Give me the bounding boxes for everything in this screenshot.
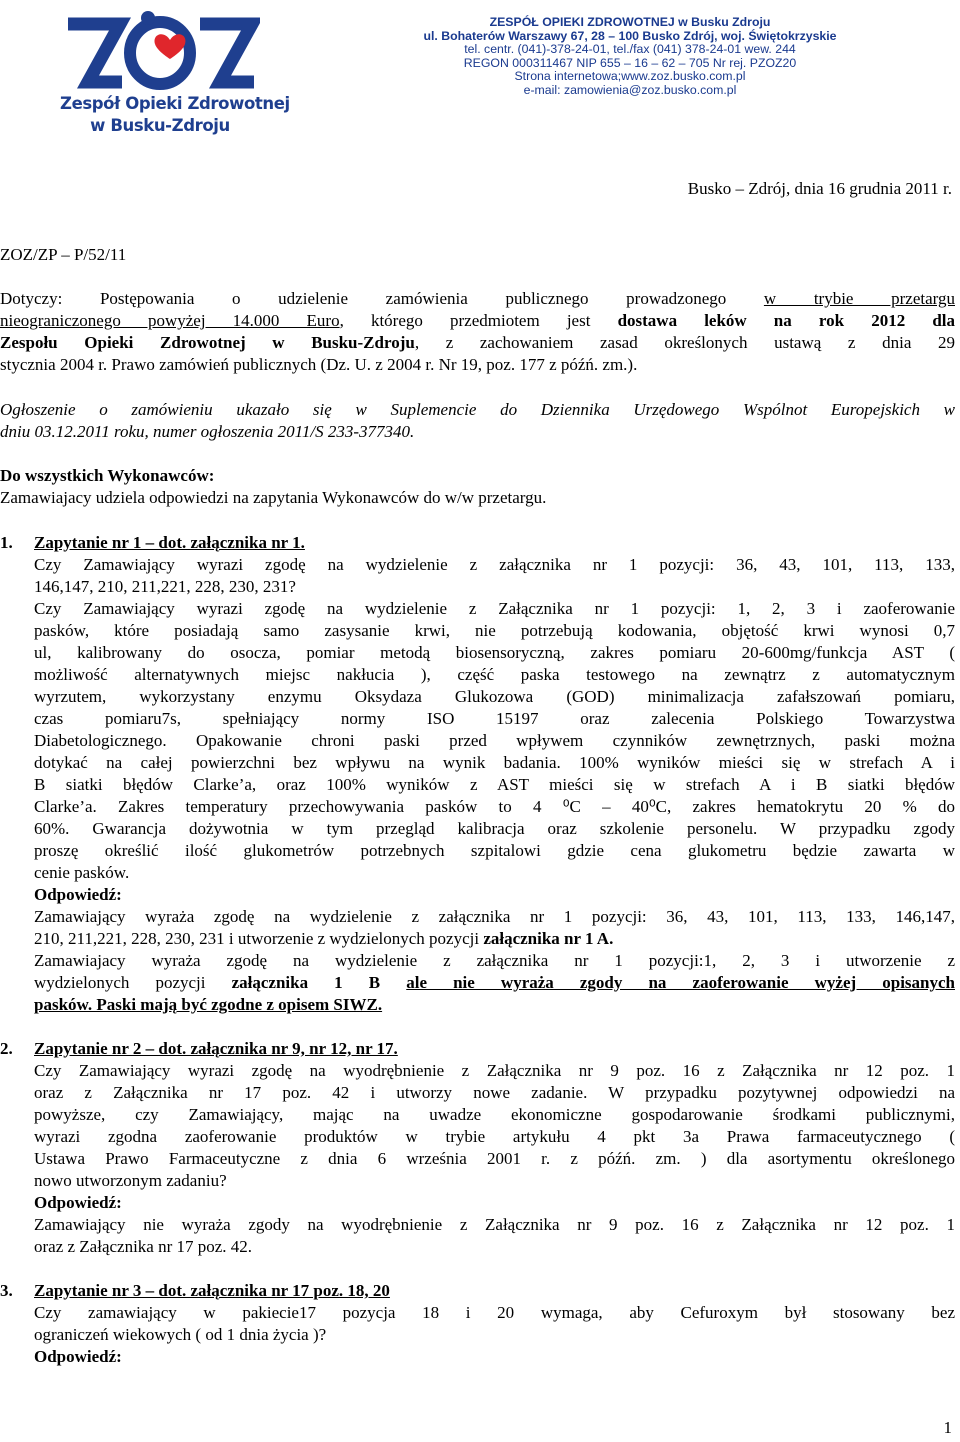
q1-line: cenie pasków. [34,863,130,882]
q1-line: ul, kalibrowany do osocza, pomiar metodą biosensoryczną, zakres pomiaru 20-600mg/funkcja AST ( [34,643,955,662]
q1-line: Clarke’a. Zakres temperatury przechowywania pasków to 4 ⁰C – 40⁰C, zakres hematokrytu 20 % do [34,797,955,816]
org-regon: REGON 000311467 NIP 655 – 16 – 62 – 705 Nr rej. PZOZ20 [463,55,797,70]
q1-number: 1. [0,533,13,552]
q1-line: 146,147, 210, 211,221, 228, 230, 231? [34,577,296,596]
intro-text: Zamawiajacy udziela odpowiedzi na zapytania Wykonawców do w/w przetargu. [0,488,547,507]
subject-line-1 [0,288,955,310]
addressee: Do wszystkich Wykonawców: [0,466,215,485]
subject-text: , którego przedmiotem jest [339,311,618,330]
q1-answer-line [34,972,955,994]
document-date: Busko – Zdrój, dnia 16 grudnia 2011 r. [687,179,952,198]
zoz-logo [60,4,290,144]
q2-line: wyrazi zgodna zaoferowanie produktów w trybie artykułu 4 pkt 3a Prawa farmaceutycznego ( [34,1127,955,1146]
q1-line: możliwość alternatywnych miejsc nakłucia ), część paska testowego na zewnątrz z automatycznym [34,665,955,684]
q3-number: 3. [0,1281,13,1300]
q1-line: proszę określić ilość glukometrów potrzebnych szpitalowi gdzie cena glukometru będzie zawarta w [34,841,955,860]
logo-text-line1: Zespół Opieki Zdrowotnej [60,94,290,113]
q1-answer-label: Odpowiedź: [34,885,122,904]
q1-line: wyrzutem, wykorzystany enzymu Oksydaza Glukozowa (GOD) minimalizacja zafałszowań pomiaru, [34,687,955,706]
subject-mode: w trybie przetargu [763,289,955,308]
subject-line-4: stycznia 2004 r. Prawo zamówień publicznych (Dz. U. z 2004 r. Nr 19, poz. 177 z późń. zm.). [0,355,638,374]
q3-title: Zapytanie nr 3 – dot. załącznika nr 17 poz. 18, 20 [34,1281,390,1300]
q2-line: oraz z Załącznika nr 17 poz. 42 i utworzy nowe zadanie. W przypadku pozytywnej odpowiedzi na [34,1083,955,1102]
organization-header [415,16,845,98]
org-address: ul. Bohaterów Warszawy 67, 28 – 100 Busko Zdrój, woj. Świętokrzyskie [423,28,837,43]
q1-line: pasków, które posiadają samo zasysanie krwi, nie potrzebują kodowania, objętość krwi wynosi 0,7 [34,621,955,640]
q3-line: Czy zamawiający w pakiecie17 pozycja 18 i 20 wymaga, aby Cefuroxym był stosowany bez [34,1303,955,1322]
q1-answer-line [34,928,613,950]
q1-answer-refusal: ale nie wyraża zgody na zaoferowanie wyżej opisanych [406,973,955,992]
q2-answer-label: Odpowiedź: [34,1193,122,1212]
subject-line-3 [0,332,955,354]
q2-line: powyższe, czy Zamawiający, mając na uwadze ekonomiczne gospodarowanie środkami publicznymi, [34,1105,955,1124]
reference-number: ZOZ/ZP – P/52/11 [0,245,127,264]
q2-line: Czy Zamawiający wyrazi zgodę na wyodrębnienie z Załącznika nr 9 poz. 16 z Załącznika nr 12 poz. 1 [34,1061,955,1080]
q1-line: Czy Zamawiający wyrazi zgodę na wydzielenie z załącznika nr 1 pozycji: 36, 43, 101, 113, 133, [34,555,955,574]
q3-line: ograniczeń wiekowych ( od 1 dnia życia )? [34,1325,327,1344]
logo-text-line2: w Busku-Zdroju [90,116,230,135]
org-email[interactable]: e-mail: zamowienia@zoz.busko.com.pl [523,82,737,97]
q1-line: Czy Zamawiający wyrazi zgodę na wydzielenie z Załącznika nr 1 pozycji: 1, 2, 3 i zaoferowanie [34,599,955,618]
q1-line: czas pomiaru7s, spełniający normy ISO 15197 oraz zalecenia Polskiego Towarzystwa [34,709,955,728]
subject-text: Dotyczy: Postępowania o udzielenie zamówienia publicznego prowadzonego [0,289,727,308]
subject-text: , z zachowaniem zasad określonych ustawą z dnia 29 [414,333,955,352]
q3-answer-label: Odpowiedź: [34,1347,122,1366]
q2-answer-line: oraz z Załącznika nr 17 poz. 42. [34,1237,253,1256]
q1-answer-attachment-1a: załącznika nr 1 A. [483,929,614,948]
q2-number: 2. [0,1039,13,1058]
org-phones: tel. centr. (041)-378-24-01, tel./fax (041) 378-24-01 wew. 244 [464,42,796,57]
subject-line-2 [0,310,955,332]
q1-line: 60%. Gwarancja dożywotnia w tym przegląd kalibracja oraz szkolenie personelu. W przypadku zgody [34,819,955,838]
q1-line: B siatki błędów Clarke’a, oraz 100% wyników z AST mieści się w strefach A i B siatki błędów [34,775,955,794]
page-number: 1 [943,1418,952,1437]
notice-line-1: Ogłoszenie o zamówieniu ukazało się w Suplemencie do Dziennika Urzędowego Wspólnot Europejskich w [0,400,955,419]
subject-institution: Zespołu Opieki Zdrowotnej w Busku-Zdroju [0,333,415,352]
org-website[interactable]: Strona internetowa;www.zoz.busko.com.pl [514,69,746,84]
q1-title: Zapytanie nr 1 – dot. załącznika nr 1. [34,533,305,552]
q1-line: dotykać na całej powierzchni bez wpływu na wynik badania. 100% wyników mieści się w strefach A i [34,753,955,772]
q1-answer-line: Zamawiający wyraża zgodę na wydzielenie z załącznika nr 1 pozycji: 36, 43, 101, 113, 133, 146,147, [34,907,955,926]
q1-answer-line: Zamawiajacy wyraża zgodę na wydzielenie z załącznika nr 1 pozycji:1, 2, 3 i utworzenie z [34,951,955,970]
subject-item: dostawa leków na rok 2012 dla [617,311,955,330]
subject-threshold: nieograniczonego powyżej 14.000 Euro [0,311,340,330]
q2-answer-line: Zamawiający nie wyraża zgody na wyodrębnienie z Załącznika nr 9 poz. 16 z Załącznika nr 12 poz. 1 [34,1215,955,1234]
q1-answer-line: pasków. Paski mają być zgodne z opisem SIWZ. [34,995,383,1014]
notice-line-2: dniu 03.12.2011 roku, numer ogłoszenia 2011/S 233-377340. [0,422,415,441]
q1-answer-text: wydzielonych pozycji [34,973,232,992]
q1-answer-text: 210, 211,221, 228, 230, 231 i utworzenie z wydzielonych pozycji [34,929,484,948]
q2-title: Zapytanie nr 2 – dot. załącznika nr 9, nr 12, nr 17. [34,1039,398,1058]
org-name: ZESPÓŁ OPIEKI ZDROWOTNEJ w Busku Zdroju [489,15,771,29]
q1-answer-attachment-1b: załącznika 1 B [231,973,381,992]
q1-line: Diabetologicznego. Opakowanie chroni paski przed wpływem czynników zewnętrznych, paski można [34,731,955,750]
q2-line: nowo utworzonym zadaniu? [34,1171,227,1190]
q2-line: Ustawa Prawo Farmaceutyczne z dnia 6 września 2001 r. z późń. zm. ) dla asortymentu określonego [34,1149,955,1168]
zoz-logo-mark-icon [60,4,260,94]
